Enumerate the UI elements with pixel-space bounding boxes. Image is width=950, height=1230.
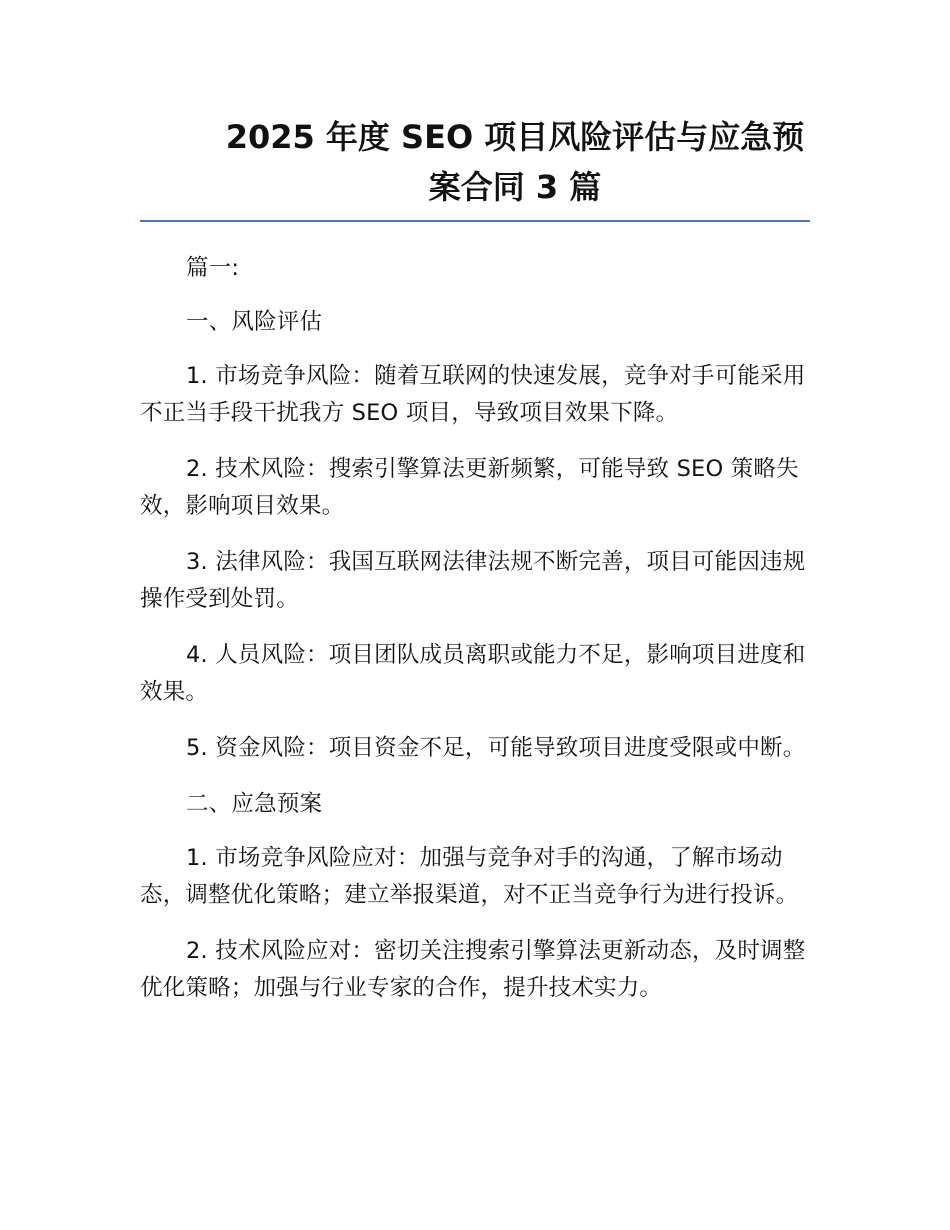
paragraph-market-response: 1. 市场竞争风险应对：加强与竞争对手的沟通，了解市场动态，调整优化策略；建立举报渠道，对不正当竞争行为进行投诉。 <box>140 845 799 908</box>
section-label: 篇一: <box>186 255 240 281</box>
title-divider <box>140 220 810 222</box>
document-page <box>140 112 810 1026</box>
document-title: 2025 年度 SEO 项目风险评估与应急预案合同 3 篇 <box>225 118 805 206</box>
section-heading-emergency-plan: 二、应急预案 <box>186 791 323 817</box>
paragraph-funding-risk: 5. 资金风险：项目资金不足，可能导致项目进度受限或中断。 <box>186 735 806 761</box>
paragraph-tech-risk: 2. 技术风险：搜索引擎算法更新频繁，可能导致 SEO 策略失效，影响项目效果。 <box>140 456 799 519</box>
paragraph-legal-risk: 3. 法律风险：我国互联网法律法规不断完善，项目可能因违规操作受到处罚。 <box>140 549 806 612</box>
paragraph-personnel-risk: 4. 人员风险：项目团队成员离职或能力不足，影响项目进度和效果。 <box>140 642 806 705</box>
paragraph-tech-response: 2. 技术风险应对：密切关注搜索引擎算法更新动态，及时调整优化策略；加强与行业专家的合作，提升技术实力。 <box>140 938 806 1001</box>
section-heading-risk-assessment: 一、风险评估 <box>186 309 323 335</box>
paragraph-market-risk: 1. 市场竞争风险：随着互联网的快速发展，竞争对手可能采用不正当手段干扰我方 SEO 项目，导致项目效果下降。 <box>140 363 806 426</box>
